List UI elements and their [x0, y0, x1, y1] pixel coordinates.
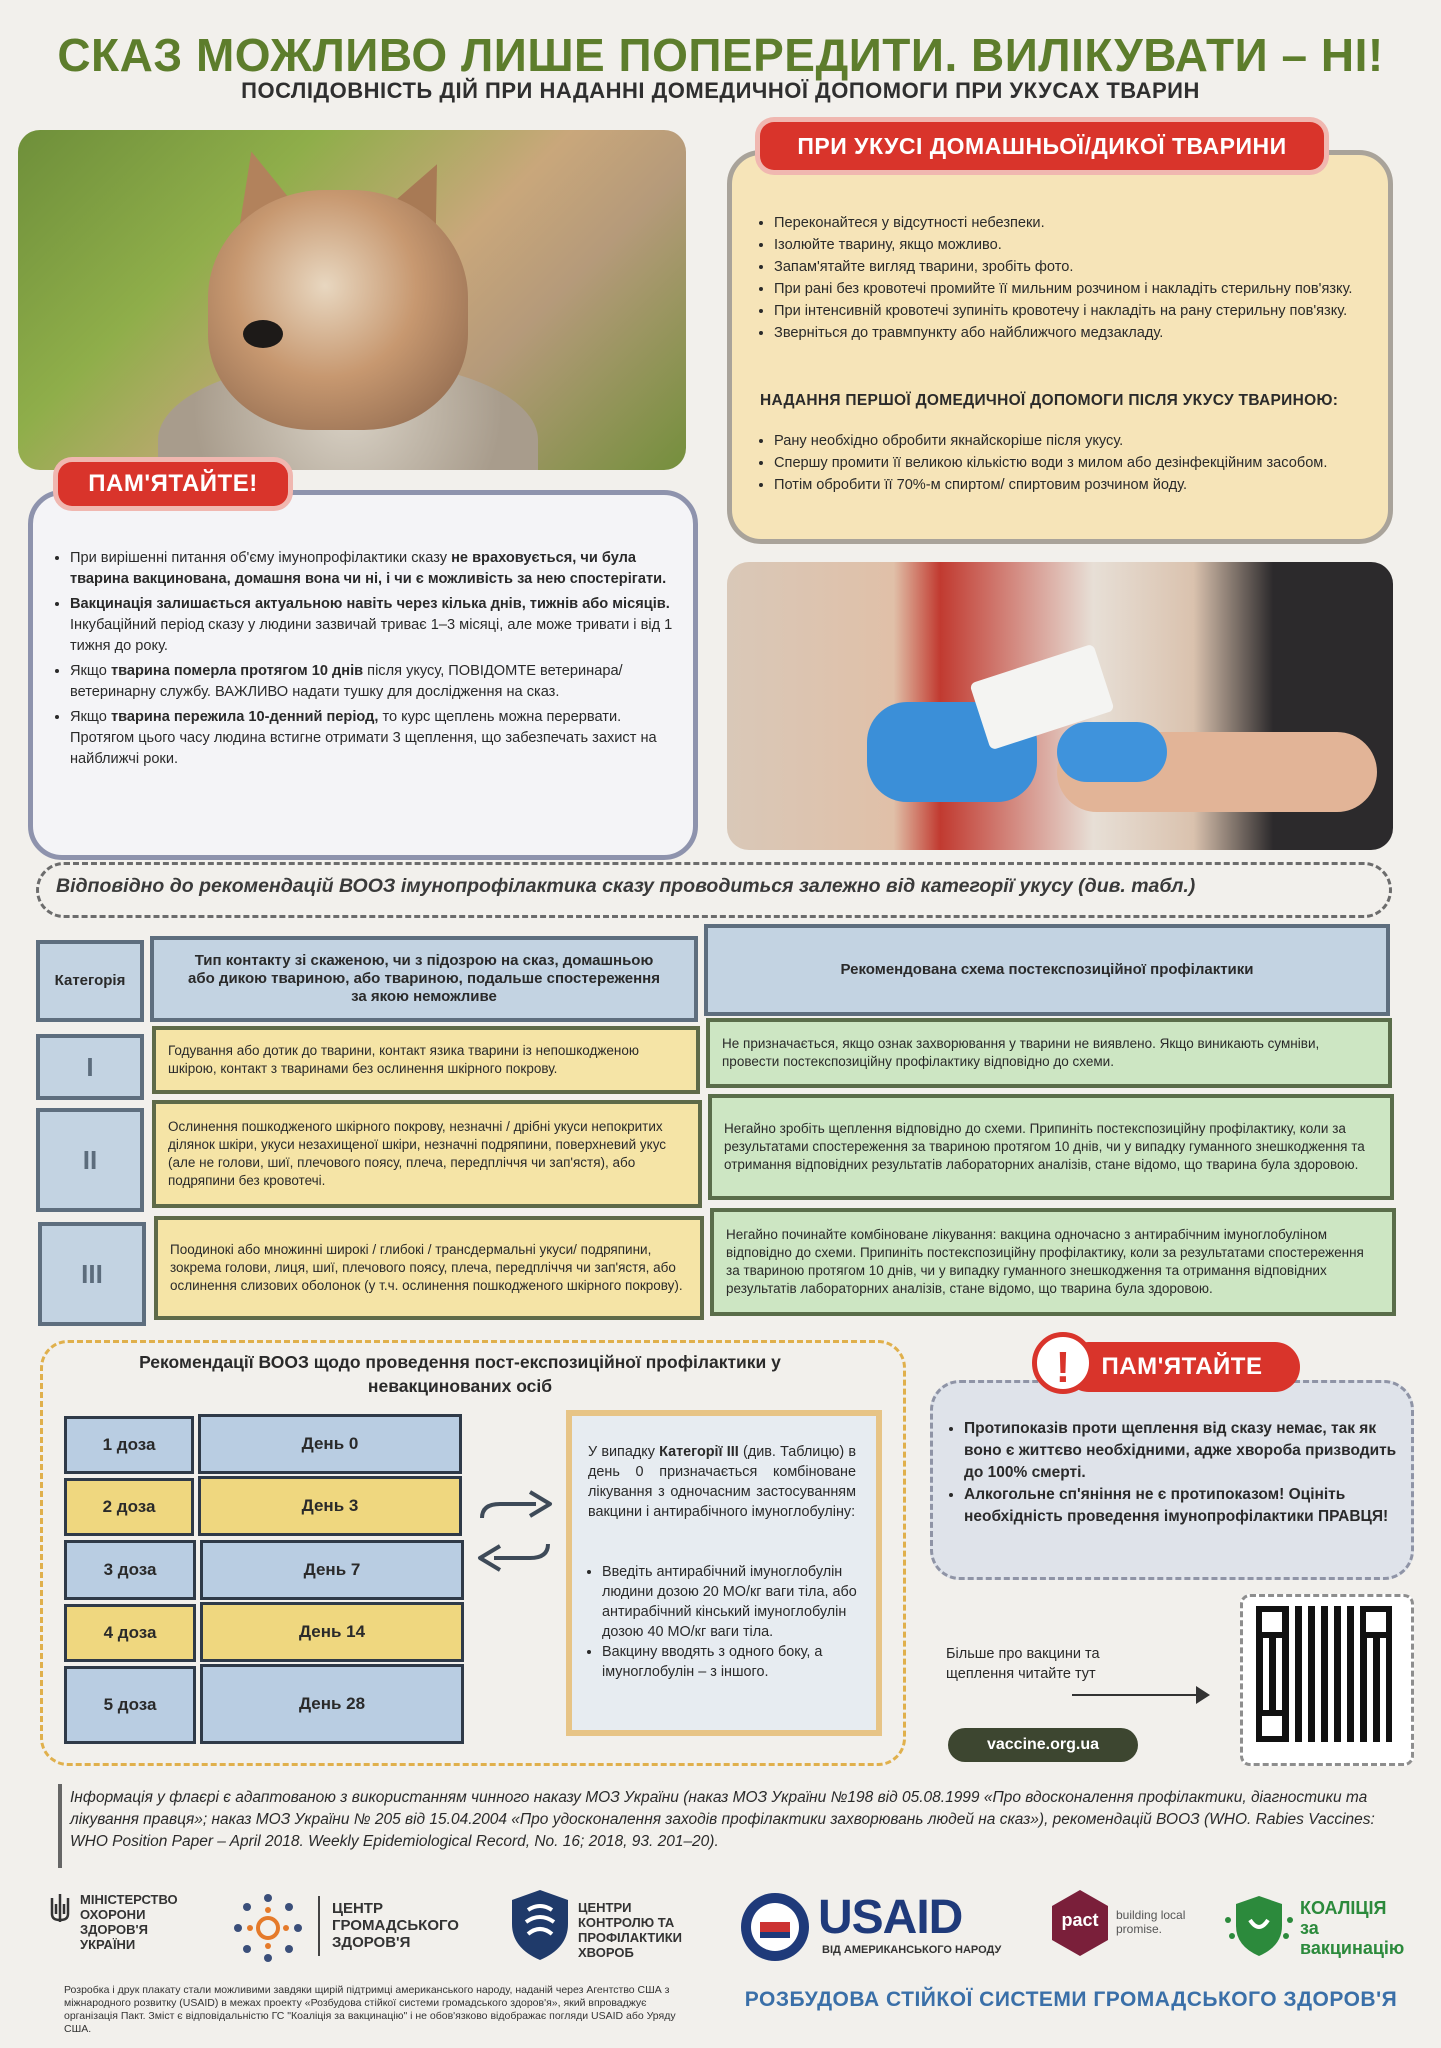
bite-step: • Запам'ятайте вигляд тварини, зробіть фото.	[774, 256, 1374, 278]
bite-step: • При рані без кровотечі промийте її мильним розчином і накладіть стерильну пов'язку.	[774, 278, 1374, 300]
fox-photo	[18, 130, 686, 470]
remember-right-item: • Алкогольне сп'яніння не є протипоказом! Оцініть необхідність проведення імунопрофілактики ПРАВЦЯ!	[964, 1484, 1414, 1528]
category-three-item: • Введіть антирабічний імуноглобулін людини дозою 20 МО/кг ваги тіла, або антирабічний кінський імуноглобулін дозою 40 МО/кг ваги тіла.	[602, 1562, 872, 1642]
qr-code[interactable]	[1256, 1606, 1392, 1742]
cdc-shield-logo	[508, 1888, 572, 1962]
qr-eye	[1256, 1710, 1288, 1742]
contact-cell: Поодинокі або множинні широкі / глибокі / трансдермальні укуси/ подряпини, зокрема голови, лиця, шиї, плечового поясу, плеча, передпліччя чи зап'ястя, або ослинення слизових оболонок (у т.ч. ослинення пошкодженого шкірного покрову).	[154, 1216, 704, 1320]
remember-right-list	[944, 1418, 1414, 1528]
public-health-center-logo	[230, 1890, 306, 1966]
fox-head-shape	[208, 190, 468, 430]
remember-badge: ПАМ'ЯТАЙТЕ!	[58, 462, 288, 506]
bite-step: • Переконайтеся у відсутності небезпеки.	[774, 212, 1374, 234]
usaid-tagline: ВІД АМЕРИКАНСЬКОГО НАРОДУ	[822, 1944, 1002, 1956]
credits-note: Розробка і друк плакату стали можливими завдяки щирій підтримці американського народу, наданій через Агентство США з міжнародного розвитку (USAID) в межах проекту «Розбудова стійкої системи громадського здоров'я», який впроваджує організація Пакт. Зміст є відповідальністю ГС "Коаліція за вакцинацію" і не обов'язково відображає погляди USAID або Уряду США.	[64, 1984, 676, 2035]
bite-step: • При інтенсивній кровотечі зупиніть кровотечу і накладіть на рану стерильну пов'язку.	[774, 300, 1374, 322]
source-note: Інформація у флаєрі є адаптованою з використанням чинного наказу МОЗ України (наказ МОЗ України №198 від 05.08.1999 «Про вдосконалення профілактики, діагностики та лікування правця»; наказ МОЗ України № 205 від 15.04.2004 «Про удосконалення заходів профілактики захворювань людей на сказ»), рекомендацій ВООЗ (WHO. Rabies Vaccines: WHO Position Paper – April 2018. Weekly Epidemiological Record, No. 16; 2018, 93. 201–20).	[70, 1789, 1375, 1850]
dose-label: 4 доза	[64, 1604, 196, 1662]
dose-label: 1 доза	[64, 1416, 194, 1474]
qr-eye	[1256, 1606, 1288, 1638]
first-aid-heading: НАДАННЯ ПЕРШОЇ ДОМЕДИЧНОЇ ДОПОМОГИ ПІСЛЯ УКУСУ ТВАРИНОЮ:	[760, 392, 1339, 409]
usaid-seal-logo	[738, 1890, 812, 1964]
website-link[interactable]: vaccine.org.ua	[948, 1728, 1138, 1762]
bite-badge: ПРИ УКУСІ ДОМАШНЬОЇ/ДИКОЇ ТВАРИНИ	[760, 122, 1324, 170]
category-three-intro: У випадку Категорії III (див. Таблицю) в день 0 призначається комбіноване лікування з одночасним застосуванням вакцини і антирабічного імуноглобуліну:	[588, 1444, 857, 1520]
arrow-head-icon	[1196, 1686, 1210, 1704]
public-health-center-text: ЦЕНТР ГРОМАДСЬКОГО ЗДОРОВ'Я	[332, 1900, 459, 1951]
bite-step: • Ізолюйте тварину, якщо можливо.	[774, 234, 1374, 256]
arrow-right-icon	[1072, 1694, 1202, 1696]
dose-label: 3 доза	[64, 1540, 196, 1600]
first-aid-step: • Спершу промити її великою кількістю води з милом або дезінфекційним засобом.	[774, 452, 1374, 474]
pact-wordmark: pact	[1061, 1910, 1099, 1930]
who-note: Відповідно до рекомендацій ВООЗ імунопрофілактика сказу проводиться залежно від категорії укусу (див. табл.)	[56, 875, 1196, 897]
dose-day: День 0	[198, 1414, 462, 1474]
category-cell: I	[36, 1034, 144, 1100]
table-header-contact: Тип контакту зі скаженою, чи з підозрою на сказ, домашньою або дикою твариною, або твариною, подальше спостереження за якою неможливе	[150, 936, 698, 1022]
source-divider	[58, 1784, 62, 1868]
qr-eye	[1360, 1606, 1392, 1638]
table-header-category: Категорія	[36, 940, 144, 1022]
dose-day: День 3	[198, 1476, 462, 1536]
poster-subtitle: ПОСЛІДОВНІСТЬ ДІЙ ПРИ НАДАННІ ДОМЕДИЧНОЇ ДОПОМОГИ ПРИ УКУСАХ ТВАРИН	[241, 78, 1200, 103]
cdc-logo-text: ЦЕНТРИ КОНТРОЛЮ ТА ПРОФІЛАКТИКИ ХВОРОБ	[578, 1900, 682, 1960]
first-aid-step: • Рану необхідно обробити якнайскоріше після укусу.	[774, 430, 1374, 452]
remember-item: • Якщо тварина померла протягом 10 днів після укусу, ПОВІДОМТЕ ветеринара/ветеринарну службу. ВАЖЛИВО надати тушку для дослідження на сказ.	[70, 661, 680, 703]
category-cell: II	[36, 1108, 144, 1212]
dose-schedule-heading: Рекомендації ВООЗ щодо проведення пост-експозиційної профілактики у невакцинованих осіб	[139, 1352, 781, 1396]
remember-item: • Вакцинація залишається актуальною навіть через кілька днів, тижнів або місяців. Інкубаційний період сказу у людини зазвичай триває 1–3 місяці, але може тривати і від 1 тижня до року.	[70, 594, 680, 657]
category-three-item: • Вакцину вводять з одного боку, а імуноглобулін – з іншого.	[602, 1642, 872, 1682]
remember-item: • При вирішенні питання об'єму імунопрофілактики сказу не враховується, чи була тварина вакцинована, домашня вона чи ні, і чи є можливість за нею спостерігати.	[70, 548, 680, 590]
swap-arrows-icon	[470, 1486, 560, 1576]
project-slogan: РОЗБУДОВА СТІЙКОЇ СИСТЕМИ ГРОМАДСЬКОГО ЗДОРОВ'Я	[744, 1988, 1398, 2011]
fox-nose-shape	[243, 320, 283, 348]
scheme-cell: Не призначається, якщо ознак захворювання у тварини не виявлено. Якщо виникають сумніви, провести постекспозиційну профілактику відповідно до схеми.	[706, 1018, 1392, 1088]
scheme-cell: Негайно починайте комбіноване лікування: вакцина одночасно з антирабічним імуноглобуліном відповідно до схеми. Припиніть постекспозиційну профілактику, коли за результатами спостереження за твариною протягом 10 днів, чи у випадку гуманного знешкодження та отримання відповідних результатів лабораторних аналізів, стане відомо, що тварина була здоровою.	[710, 1208, 1396, 1316]
first-aid-list	[752, 430, 1374, 496]
poster-title: СКАЗ МОЖЛИВО ЛИШЕ ПОПЕРЕДИТИ. ВИЛІКУВАТИ – НІ!	[57, 29, 1384, 81]
dose-day: День 7	[200, 1540, 464, 1600]
remember-right-badge: ПАМ'ЯТАЙТЕ	[1064, 1342, 1300, 1392]
contact-cell: Годування або дотик до тварини, контакт язика тварини із непошкодженою шкірою, контакт з тваринами без ослинення шкірного покрову.	[152, 1026, 700, 1094]
ministry-logo-text: МІНІСТЕРСТВО ОХОРОНИ ЗДОРОВ'Я УКРАЇНИ	[80, 1892, 178, 1952]
logo-divider	[318, 1896, 320, 1956]
coalition-shield-logo	[1224, 1890, 1294, 1960]
glove-shape	[1057, 722, 1167, 782]
trident-icon	[48, 1892, 72, 1926]
table-header-scheme: Рекомендована схема постекспозиційної профілактики	[704, 924, 1390, 1016]
more-info-text: Більше про вакцини та щеплення читайте тут	[946, 1646, 1100, 1682]
category-cell: III	[38, 1222, 146, 1326]
category-three-list	[586, 1562, 872, 1682]
scheme-cell: Негайно зробіть щеплення відповідно до схеми. Припиніть постекспозиційну профілактику, коли за результатами спостереження за твариною протягом 10 днів, чи у випадку гуманного знешкодження та отримання відповідних результатів лабораторних аналізів, стане відомо, що тварина була здоровою.	[708, 1094, 1394, 1200]
contact-cell: Ослинення пошкодженого шкірного покрову, незначні / дрібні укуси непокритих ділянок шкіри, укуси незахищеної шкіри, незначні подряпини, поверхневий укус (але не голови, шиї, плечового поясу, плеча, передпліччя чи зап'ястя), або подряпини без кровотечі.	[152, 1100, 702, 1208]
exclamation-icon: !	[1032, 1332, 1094, 1394]
remember-right-item: • Протипоказів проти щеплення від сказу немає, так як воно є життєво необхідними, адже хвороба призводить до 100% смерті.	[964, 1418, 1414, 1484]
bite-step: • Зверніться до травмпункту або найближчого медзакладу.	[774, 322, 1374, 344]
dose-label: 2 доза	[64, 1478, 194, 1536]
usaid-wordmark: USAID	[818, 1891, 963, 1944]
bite-steps-list	[752, 212, 1374, 344]
dose-label: 5 доза	[64, 1666, 196, 1744]
remember-item: • Якщо тварина пережила 10-денний період, то курс щеплень можна перервати. Протягом цього часу людина встигне отримати 3 щеплення, що забезпечать захист на найближчі роки.	[70, 707, 680, 770]
first-aid-step: • Потім обробити її 70%-м спиртом/ спиртовим розчином йоду.	[774, 474, 1374, 496]
dose-day: День 28	[200, 1664, 464, 1744]
remember-list	[48, 548, 680, 774]
pact-tagline: building local promise.	[1116, 1908, 1186, 1936]
coalition-logo-text: КОАЛІЦІЯ за вакцинацію	[1300, 1898, 1405, 1958]
dose-day: День 14	[200, 1602, 464, 1662]
bandaging-photo	[727, 562, 1393, 850]
